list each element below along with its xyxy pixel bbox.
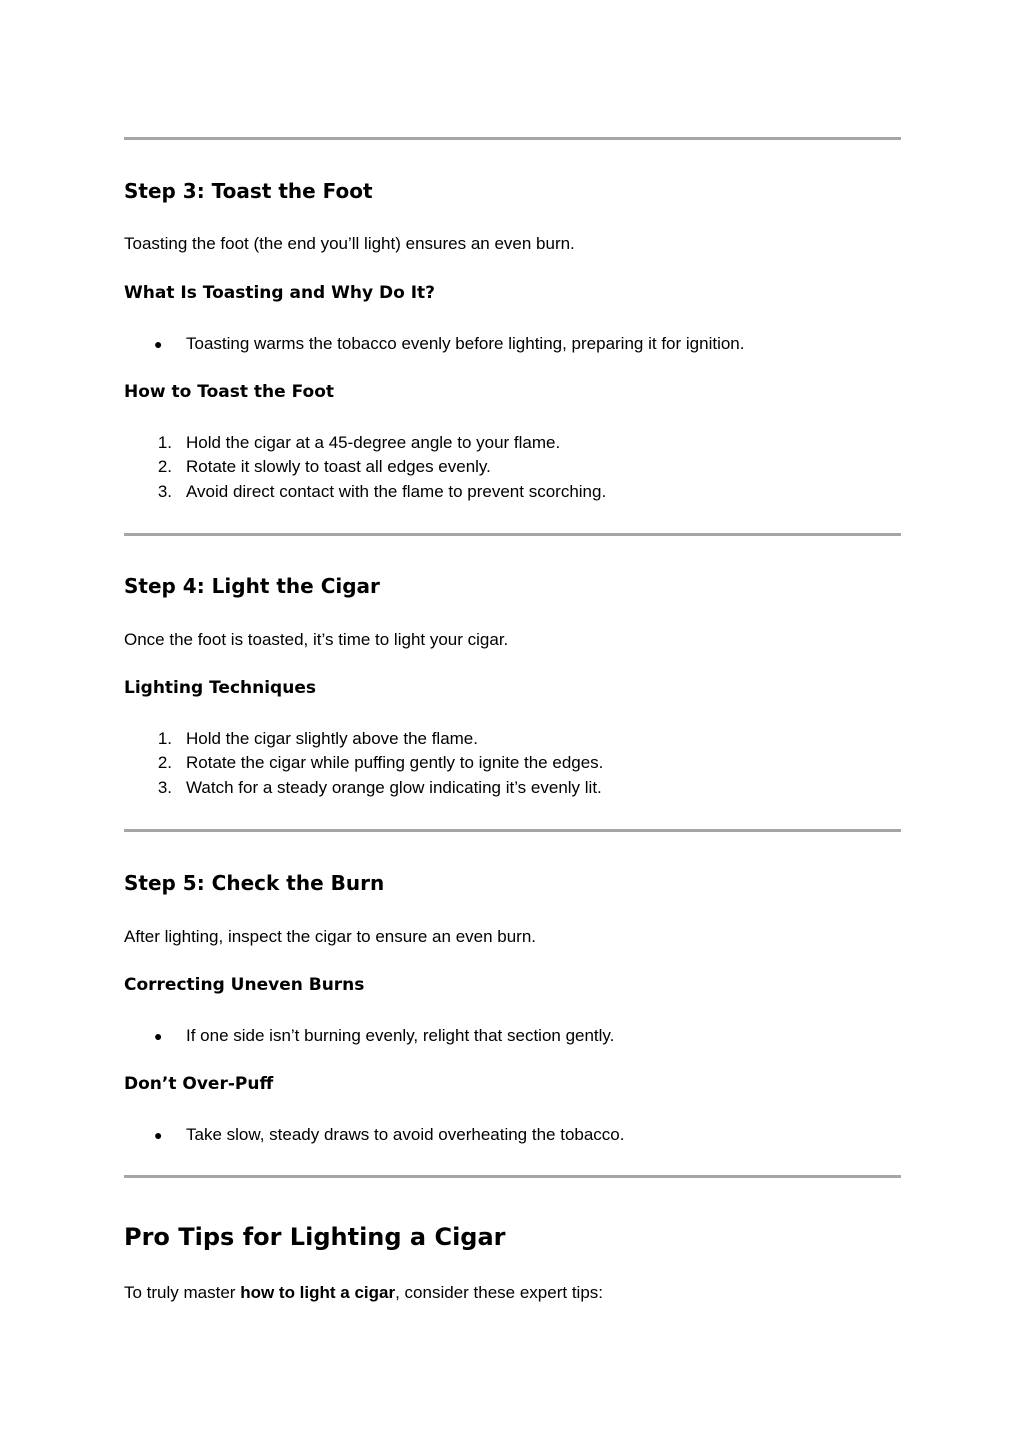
bullet-icon: ● — [154, 1127, 163, 1143]
step3-intro: Toasting the foot (the end you’ll light) ensures an even burn. — [124, 234, 575, 253]
list-item — [124, 481, 901, 503]
list-item-text: Avoid direct contact with the flame to prevent scorching. — [186, 482, 607, 501]
step3-subheading-what: What Is Toasting and Why Do It? — [124, 283, 436, 303]
step4-subheading-lighting: Lighting Techniques — [124, 678, 316, 698]
step5-intro: After lighting, inspect the cigar to ensure an even burn. — [124, 927, 537, 946]
step5-subheading-overpuff: Don’t Over-Puff — [124, 1074, 274, 1094]
step5-subheading-correcting: Correcting Uneven Burns — [124, 975, 365, 995]
list-item — [124, 728, 901, 750]
bullet-icon: ● — [154, 336, 163, 352]
list-number: 1. — [157, 433, 172, 452]
list-number: 2. — [157, 753, 172, 772]
step5-heading: Step 5: Check the Burn — [124, 871, 385, 895]
list-item-text: If one side isn’t burning evenly, relight that section gently. — [186, 1026, 615, 1045]
step3-heading: Step 3: Toast the Foot — [124, 179, 373, 203]
list-item — [124, 777, 901, 799]
list-item-text: Watch for a steady orange glow indicating it’s evenly lit. — [186, 778, 602, 797]
protips-intro-before: To truly master — [124, 1283, 241, 1302]
protips-intro-keyword: how to light a cigar — [240, 1283, 396, 1302]
list-item-text: Hold the cigar at a 45-degree angle to your flame. — [186, 433, 561, 452]
horizontal-rule — [124, 533, 901, 536]
list-number: 3. — [157, 778, 172, 797]
list-item — [124, 333, 901, 355]
list-number: 3. — [157, 482, 172, 501]
list-item-text: Toasting warms the tobacco evenly before lighting, preparing it for ignition. — [186, 334, 745, 353]
list-item — [124, 432, 901, 454]
list-number: 2. — [157, 457, 172, 476]
step3-subheading-how: How to Toast the Foot — [124, 382, 334, 402]
protips-intro-after: , consider these expert tips: — [395, 1283, 603, 1302]
list-item — [124, 456, 901, 478]
list-item — [124, 1124, 901, 1146]
list-item-text: Hold the cigar slightly above the flame. — [186, 729, 478, 748]
horizontal-rule — [124, 829, 901, 832]
horizontal-rule — [124, 137, 901, 140]
list-item-text: Take slow, steady draws to avoid overheating the tobacco. — [186, 1125, 625, 1144]
list-item — [124, 752, 901, 774]
protips-intro — [124, 1282, 603, 1304]
list-number: 1. — [157, 729, 172, 748]
protips-heading: Pro Tips for Lighting a Cigar — [124, 1223, 506, 1251]
step4-heading: Step 4: Light the Cigar — [124, 574, 380, 598]
list-item — [124, 1025, 901, 1047]
step4-intro: Once the foot is toasted, it’s time to light your cigar. — [124, 630, 509, 649]
horizontal-rule — [124, 1175, 901, 1178]
list-item-text: Rotate the cigar while puffing gently to ignite the edges. — [186, 753, 604, 772]
list-item-text: Rotate it slowly to toast all edges evenly. — [186, 457, 491, 476]
bullet-icon: ● — [154, 1028, 163, 1044]
